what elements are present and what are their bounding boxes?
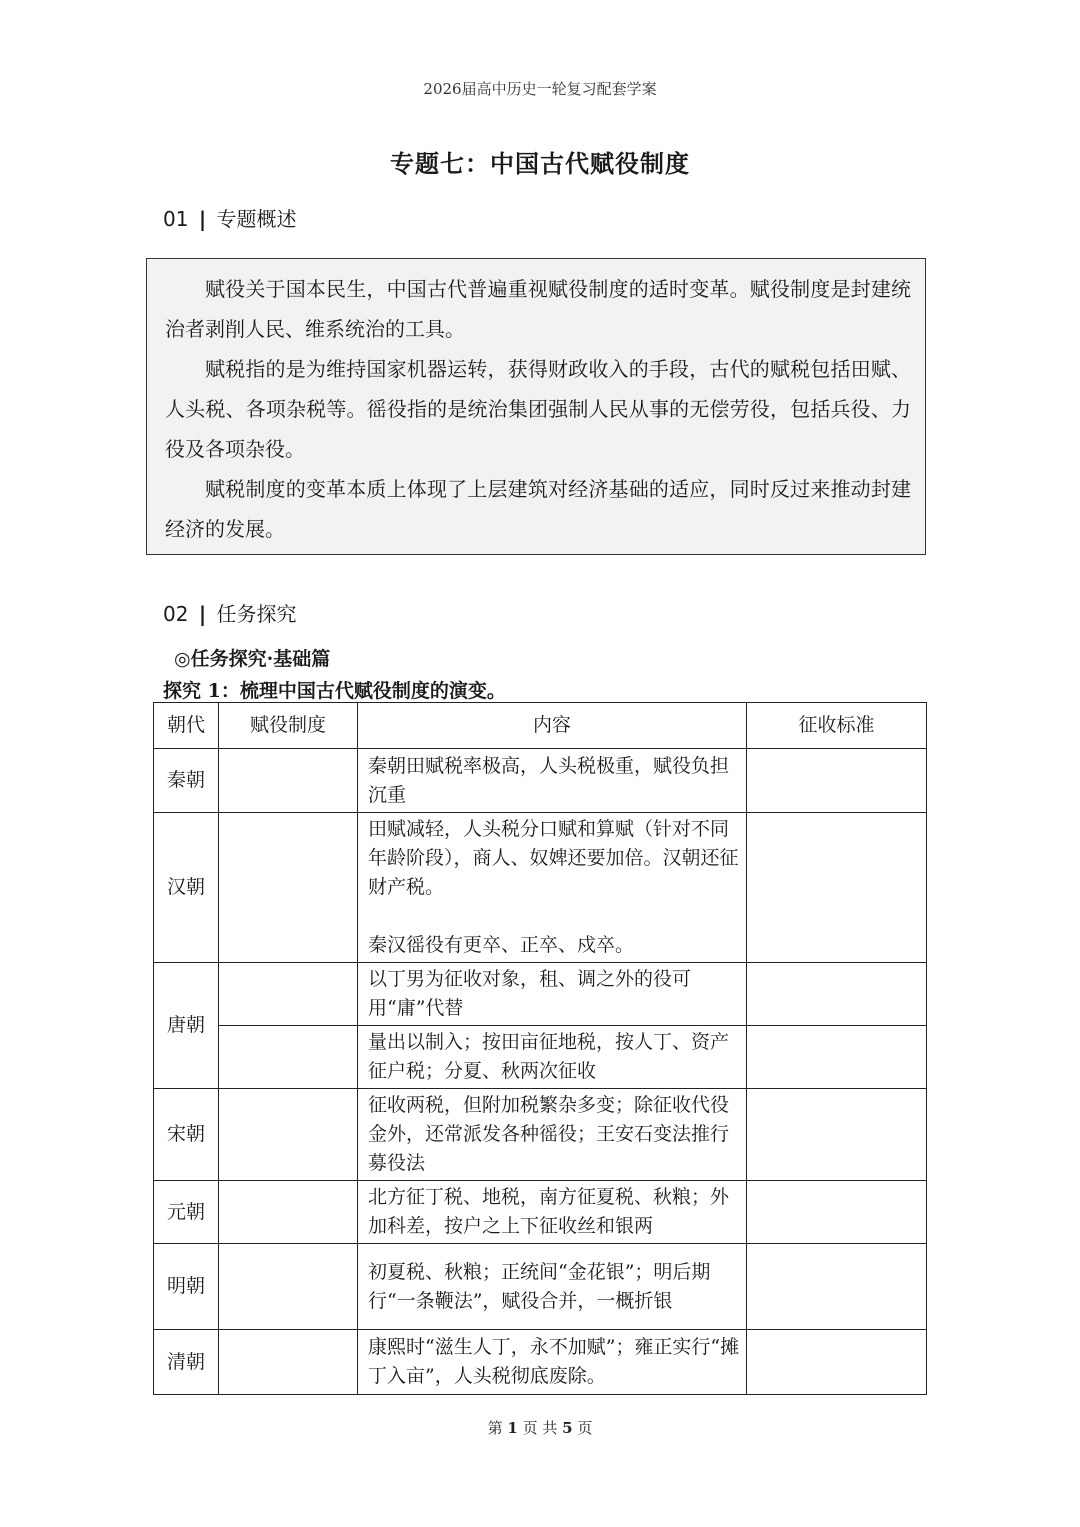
footer-middle: 页 共 [522,1419,558,1437]
header-system: 赋役制度 [219,703,358,749]
content-cell: 量出以制入；按田亩征地税，按人丁、资产征户税；分夏、秋两次征收 [358,1026,747,1089]
standard-cell [747,813,927,963]
content-cell: 康熙时“滋生人丁，永不加赋”；雍正实行“摊丁入亩”，人头税彻底废除。 [358,1330,747,1395]
footer-page-number: 1 [507,1419,518,1437]
content-cell: 北方征丁税、地税，南方征夏税、秋粮；外加科差，按户之上下征收丝和银两 [358,1181,747,1244]
system-cell [219,1026,358,1089]
content-cell [358,813,747,963]
inquiry-prompt: 探究 1：梳理中国古代赋役制度的演变。 [163,680,506,702]
overview-paragraph: 赋税指的是为维持国家机器运转，获得财政收入的手段，古代的赋税包括田赋、人头税、各项杂税等。徭役指的是统治集团强制人民从事的无偿劳役，包括兵役、力役及各项杂役。 [165,357,911,461]
standard-cell [747,1181,927,1244]
table-header-row [154,703,927,749]
footer-prefix: 第 [487,1419,503,1437]
system-cell [219,813,358,963]
table-row [154,749,927,813]
standard-cell [747,963,927,1026]
section-divider: | [198,602,207,626]
content-cell: 以丁男为征收对象，租、调之外的役可用“庸”代替 [358,963,747,1026]
header-standard: 征收标准 [747,703,927,749]
section-heading-tasks [163,598,296,627]
system-cell [219,1330,358,1395]
system-cell [219,749,358,813]
dynasty-cell: 宋朝 [154,1089,219,1181]
system-cell [219,963,358,1026]
section-label: 专题概述 [216,207,297,231]
content-text: 田赋减轻，人头税分口赋和算赋（针对不同年龄阶段），商人、奴婢还要加倍。汉朝还征财产税。 [368,818,739,898]
footer-suffix: 页 [577,1419,593,1437]
content-cell: 秦朝田赋税率极高，人头税极重，赋役负担沉重 [358,749,747,813]
table-row [154,1089,927,1181]
standard-cell [747,749,927,813]
dynasty-cell: 唐朝 [154,963,219,1089]
dynasty-cell: 秦朝 [154,749,219,813]
content-cell: 征收两税，但附加税繁杂多变；除征收代役金外，还常派发各种徭役；王安石变法推行募役法 [358,1089,747,1181]
section-number: 02 [163,602,189,626]
page-footer [0,1417,1080,1438]
system-cell [219,1181,358,1244]
section-label: 任务探究 [216,602,297,626]
content-cell: 初夏税、秋粮；正统间“金花银”；明后期行“一条鞭法”，赋役合并，一概折银 [358,1244,747,1330]
dynasty-cell: 明朝 [154,1244,219,1330]
page-title: 专题七：中国古代赋役制度 [390,149,690,178]
dynasty-cell: 汉朝 [154,813,219,963]
table-row [154,1244,927,1330]
system-cell [219,1089,358,1181]
standard-cell [747,1244,927,1330]
footer-total-pages: 5 [562,1419,573,1437]
content-text: 秦汉徭役有更卒、正卒、戍卒。 [368,934,635,956]
overview-paragraph: 赋税制度的变革本质上体现了上层建筑对经济基础的适应，同时反过来推动封建经济的发展。 [165,477,911,541]
table-row [154,1330,927,1395]
standard-cell [747,1089,927,1181]
tax-system-table [153,702,927,1395]
header-content: 内容 [358,703,747,749]
section-number: 01 [163,207,189,231]
overview-paragraph: 赋役关于国本民生，中国古代普遍重视赋役制度的适时变革。赋役制度是封建统治者剥削人民、维系统治的工具。 [165,277,911,341]
standard-cell [747,1330,927,1395]
dynasty-cell: 清朝 [154,1330,219,1395]
header-dynasty: 朝代 [154,703,219,749]
table-row [154,1026,927,1089]
table-row [154,1181,927,1244]
standard-cell [747,1026,927,1089]
overview-box [146,258,926,555]
system-cell [219,1244,358,1330]
dynasty-cell: 元朝 [154,1181,219,1244]
task-subheading: ◎任务探究·基础篇 [174,648,331,670]
page-header: 2026届高中历史一轮复习配套学案 [423,80,657,98]
table-row [154,813,927,963]
section-divider: | [198,207,207,231]
table-row [154,963,927,1026]
section-heading-overview [163,203,296,232]
